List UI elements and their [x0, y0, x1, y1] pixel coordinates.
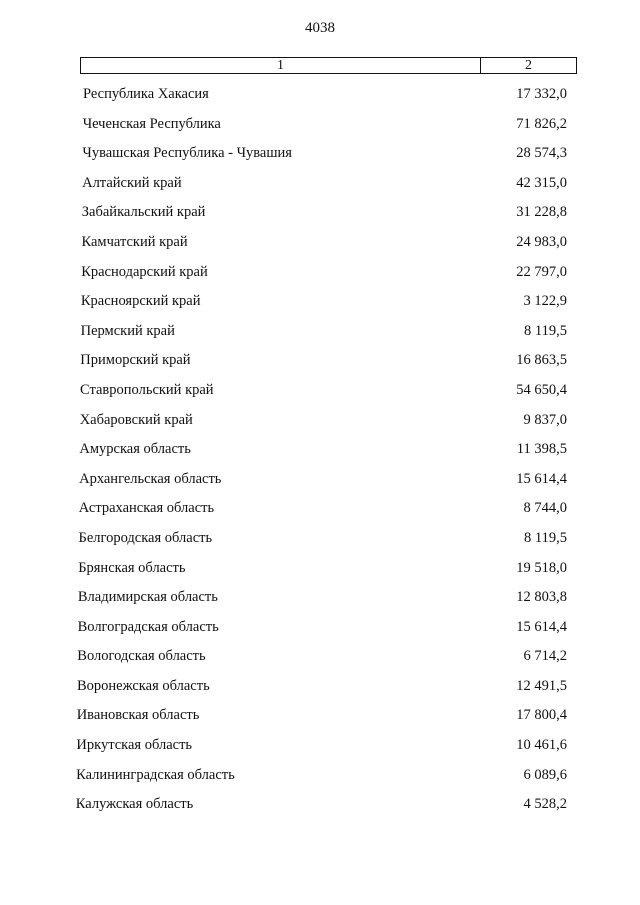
region-value: 9 837,0	[523, 411, 567, 428]
table-row	[0, 646, 640, 676]
table-row	[0, 735, 640, 765]
region-list	[0, 84, 640, 824]
region-value: 8 119,5	[524, 529, 567, 546]
region-name: Забайкальский край	[81, 204, 206, 221]
region-value: 4 528,2	[523, 796, 567, 813]
table-row	[0, 469, 640, 499]
region-value: 8 744,0	[523, 500, 567, 517]
table-row	[0, 232, 640, 262]
region-name: Воронежская область	[77, 677, 210, 694]
table-row	[0, 114, 640, 144]
table-row	[0, 380, 640, 410]
region-value: 17 800,4	[516, 707, 567, 724]
region-name: Республика Хакасия	[83, 86, 209, 102]
page-number: 4038	[305, 20, 335, 36]
region-name: Ставропольский край	[80, 381, 214, 398]
region-name: Красноярский край	[80, 293, 201, 310]
table-row	[0, 202, 640, 232]
column-header-1: 1	[81, 58, 481, 73]
region-name: Брянская область	[78, 559, 186, 576]
region-name: Амурская область	[79, 441, 191, 458]
region-value: 16 863,5	[516, 352, 567, 369]
region-name: Астраханская область	[78, 500, 215, 517]
region-name: Пермский край	[80, 322, 175, 339]
table-row	[0, 173, 640, 203]
region-value: 8 119,5	[524, 322, 567, 339]
region-value: 28 574,3	[516, 145, 567, 162]
table-row	[0, 350, 640, 380]
region-name: Краснодарский край	[81, 263, 208, 280]
region-name: Алтайский край	[82, 174, 182, 191]
region-name: Приморский край	[80, 352, 191, 369]
table-row	[0, 676, 640, 706]
region-name: Волгоградская область	[77, 618, 219, 635]
region-name: Камчатский край	[81, 233, 188, 250]
region-name: Иркутская область	[76, 737, 193, 754]
table-row	[0, 587, 640, 617]
region-value: 12 491,5	[516, 677, 567, 694]
region-value: 15 614,4	[516, 470, 567, 487]
region-value: 42 315,0	[516, 174, 567, 191]
table-row	[0, 410, 640, 440]
region-name: Ивановская область	[76, 707, 200, 724]
region-value: 22 797,0	[516, 263, 567, 280]
table-row	[0, 617, 640, 647]
region-value: 71 826,2	[516, 115, 567, 132]
region-name: Белгородская область	[78, 529, 213, 546]
table-row	[0, 528, 640, 558]
region-value: 3 122,9	[523, 293, 567, 310]
column-header-2: 2	[525, 58, 532, 73]
table-header	[80, 57, 577, 74]
region-value: 31 228,8	[516, 204, 567, 221]
region-name: Вологодская область	[77, 648, 206, 665]
region-name: Владимирская область	[77, 589, 218, 606]
region-value: 15 614,4	[516, 618, 567, 635]
region-value: 11 398,5	[516, 441, 567, 458]
region-name: Хабаровский край	[79, 411, 193, 428]
region-value: 12 803,8	[516, 589, 567, 606]
region-value: 24 983,0	[516, 233, 567, 250]
table-row	[0, 558, 640, 588]
region-name: Калужская область	[75, 796, 194, 813]
table-row	[0, 498, 640, 528]
table-row	[0, 794, 640, 824]
region-value: 10 461,6	[516, 737, 567, 754]
table-row	[0, 262, 640, 292]
region-name: Калининградская область	[76, 766, 235, 783]
table-row	[0, 321, 640, 351]
region-value: 19 518,0	[516, 559, 567, 576]
region-name: Архангельская область	[79, 470, 222, 487]
table-row	[0, 84, 640, 114]
region-value: 6 089,6	[523, 766, 567, 783]
region-value: 6 714,2	[523, 648, 567, 665]
region-value: 54 650,4	[516, 381, 567, 398]
table-row	[0, 705, 640, 735]
region-name: Чувашская Республика - Чувашия	[82, 145, 292, 162]
region-value: 17 332,0	[516, 86, 567, 102]
table-row	[0, 439, 640, 469]
region-name: Чеченская Республика	[82, 115, 221, 132]
table-row	[0, 291, 640, 321]
table-row	[0, 765, 640, 795]
table-row	[0, 143, 640, 173]
